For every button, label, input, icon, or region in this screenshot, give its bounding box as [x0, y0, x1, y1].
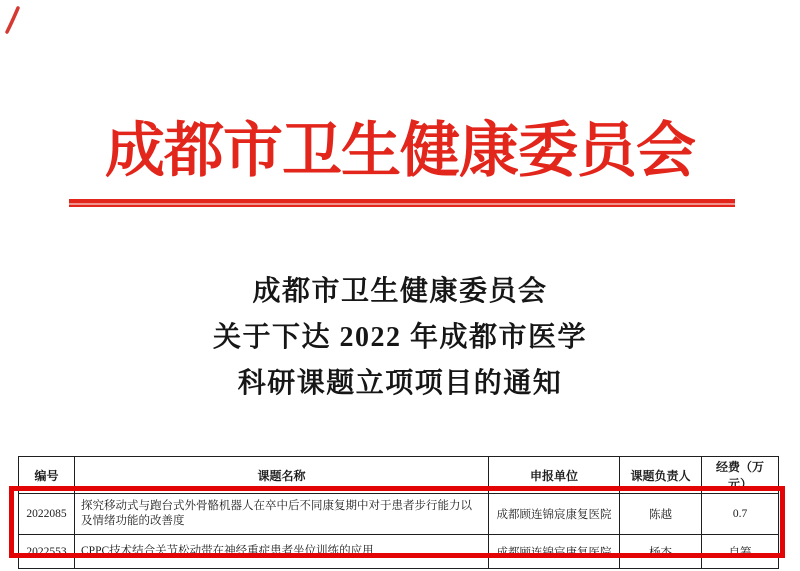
leader-cell: 陈越	[620, 494, 702, 535]
notice-title	[0, 269, 800, 407]
projects-table	[18, 456, 779, 569]
table-row	[19, 494, 779, 535]
notice-title-line-2: 关于下达 2022 年成都市医学	[212, 322, 587, 353]
red-pen-mark-icon	[4, 6, 22, 34]
notice-title-line-3: 科研课题立项项目的通知	[237, 368, 563, 399]
table-header-row	[19, 457, 779, 494]
org-cell: 成都顾连锦宸康复医院	[489, 494, 620, 535]
leader-cell: 杨杰	[620, 535, 702, 569]
row-id-cell: 2022553	[19, 535, 75, 569]
letterhead-title: 成都市卫生健康委员会	[105, 118, 695, 184]
red-divider-line	[69, 199, 735, 207]
org-cell: 成都顾连锦宸康复医院	[489, 535, 620, 569]
header-id: 编号	[19, 457, 75, 494]
notice-title-line-1: 成都市卫生健康委员会	[252, 276, 548, 307]
fund-cell: 0.7	[702, 494, 779, 535]
row-id-cell: 2022085	[19, 494, 75, 535]
header-project-title: 课题名称	[75, 457, 489, 494]
header-fund: 经费（万元）	[702, 457, 779, 494]
project-title-cell: 探究移动式与跑台式外骨骼机器人在卒中后不同康复期中对于患者步行能力以及情绪功能的改善度	[75, 494, 489, 535]
header-leader: 课题负责人	[620, 457, 702, 494]
fund-cell: 自筹	[702, 535, 779, 569]
table-row	[19, 535, 779, 569]
projects-table-container	[18, 456, 778, 569]
header-org: 申报单位	[489, 457, 620, 494]
project-title-cell: CPPC技术结合关节松动带在神经重症患者坐位训练的应用	[75, 535, 489, 569]
